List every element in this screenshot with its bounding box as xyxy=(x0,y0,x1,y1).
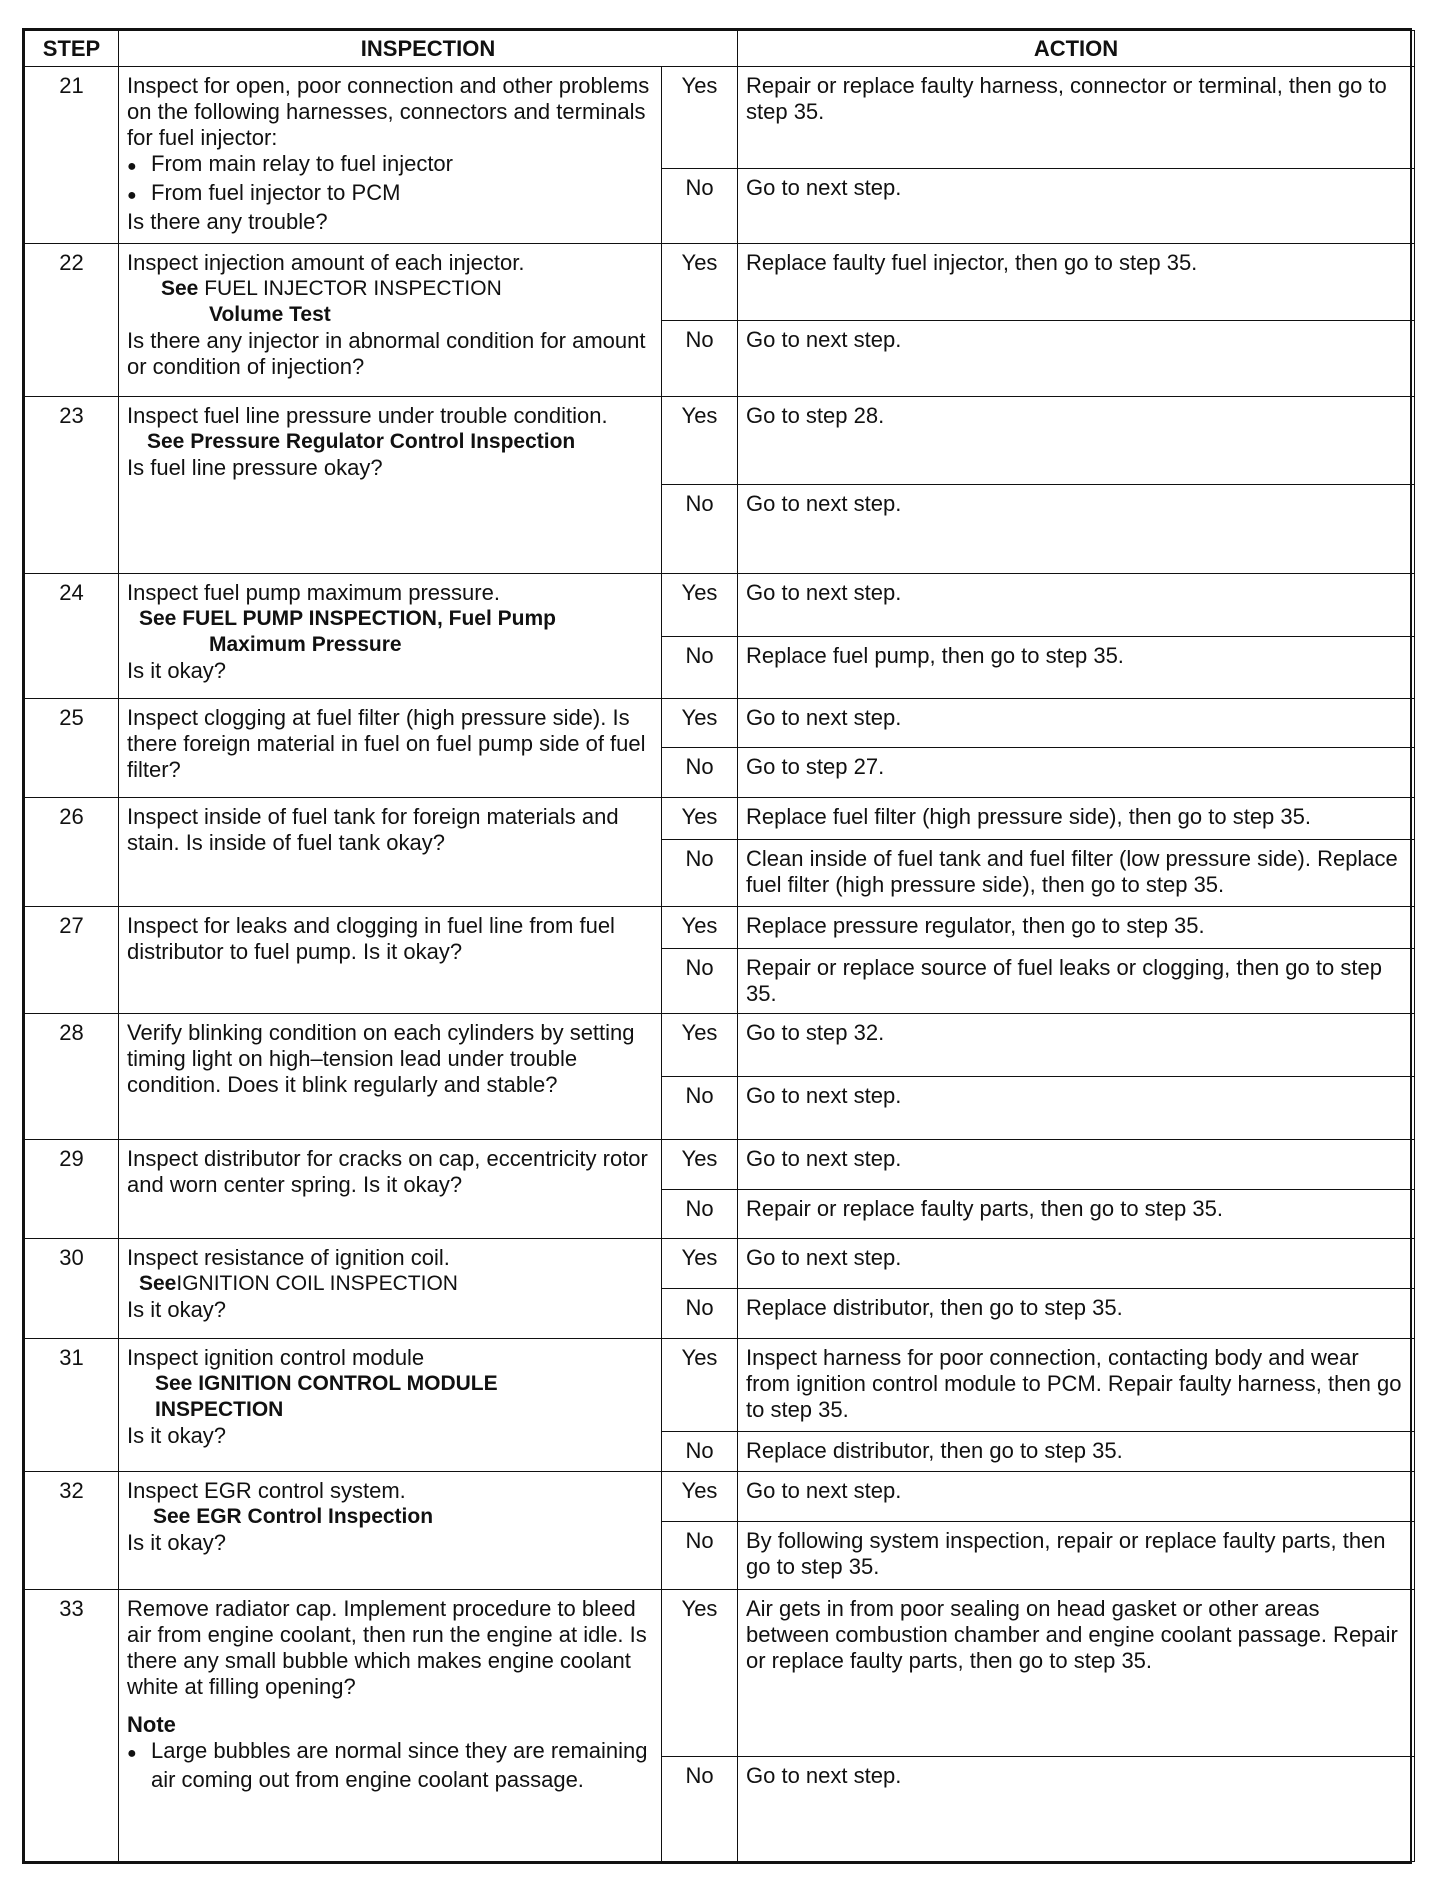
inspection-text: Inspect fuel line pressure under trouble condition. xyxy=(127,402,608,428)
no-action: Go to step 27. xyxy=(738,748,1415,798)
inspection-question: Is it okay? xyxy=(127,1297,227,1323)
yes-action: Inspect harness for poor connection, contacting body and wear from ignition control module to PCM. Repair faulty harness, then go to step 35. xyxy=(738,1338,1415,1431)
yes-label: Yes xyxy=(662,67,738,169)
step-number: 27 xyxy=(25,906,119,1013)
no-label: No xyxy=(662,320,738,396)
table-row xyxy=(25,798,1415,840)
no-label: No xyxy=(662,636,738,698)
inspection-cell xyxy=(119,574,662,699)
step-number: 24 xyxy=(25,574,119,699)
table-row xyxy=(25,906,1415,949)
reference xyxy=(127,276,653,302)
inspection-text: Inspect fuel pump maximum pressure. xyxy=(127,580,500,605)
bullet-item: ● From fuel injector to PCM xyxy=(127,180,653,209)
no-label: No xyxy=(662,949,738,1014)
inspection-cell xyxy=(119,1590,662,1862)
reference-subtitle: Maximum Pressure xyxy=(209,633,402,656)
yes-action: Go to step 28. xyxy=(738,396,1415,484)
reference-text: FUEL INJECTOR INSPECTION xyxy=(204,277,502,301)
no-action: Go to next step. xyxy=(738,1076,1415,1139)
no-label: No xyxy=(662,1522,738,1590)
inspection-question: Is there any injector in abnormal condition for amount or condition of injection? xyxy=(127,328,646,380)
note-bullet: ● Large bubbles are normal since they are remaining air coming out from engine coolant passage. xyxy=(127,1738,653,1793)
no-action: Repair or replace faulty parts, then go to step 35. xyxy=(738,1189,1415,1239)
yes-label: Yes xyxy=(662,798,738,840)
table-row xyxy=(25,396,1415,484)
reference: See EGR Control Inspection xyxy=(153,1505,434,1529)
reference-prefix: See xyxy=(161,277,205,301)
no-action: Go to next step. xyxy=(738,484,1415,573)
bullet-item: ● From main relay to fuel injector xyxy=(127,151,653,180)
table-row xyxy=(25,67,1415,169)
reference-subtitle: Volume Test xyxy=(209,303,331,327)
reference-prefix: See xyxy=(139,1272,177,1296)
inspection-text: Inspect ignition control module xyxy=(127,1344,425,1370)
reference: See IGNITION CONTROL MODULE INSPECTION xyxy=(155,1371,498,1421)
table-row xyxy=(25,1139,1415,1189)
no-action: Go to next step. xyxy=(738,1757,1415,1862)
inspection-question: Is it okay? xyxy=(127,1530,227,1556)
note-title: Note xyxy=(127,1712,176,1738)
no-label: No xyxy=(662,1189,738,1239)
yes-action: Replace faulty fuel injector, then go to step 35. xyxy=(738,244,1415,320)
table-row xyxy=(25,1239,1415,1289)
no-action: Go to next step. xyxy=(738,169,1415,244)
yes-label: Yes xyxy=(662,244,738,320)
yes-action: Replace pressure regulator, then go to step 35. xyxy=(738,906,1415,949)
table-row xyxy=(25,1014,1415,1077)
inspection-text: Inspect for leaks and clogging in fuel line from fuel distributor to fuel pump. Is it okay? xyxy=(119,906,662,1013)
yes-action: Replace fuel filter (high pressure side), then go to step 35. xyxy=(738,798,1415,840)
step-number: 21 xyxy=(25,67,119,244)
yes-label: Yes xyxy=(662,1239,738,1289)
inspection-cell xyxy=(119,244,662,396)
yes-label: Yes xyxy=(662,1139,738,1189)
inspection-cell xyxy=(119,67,662,244)
no-action: By following system inspection, repair or replace faulty parts, then go to step 35. xyxy=(738,1522,1415,1590)
yes-action: Go to next step. xyxy=(738,698,1415,748)
inspection-text: Inspect injection amount of each injector. xyxy=(127,250,525,276)
yes-label: Yes xyxy=(662,698,738,748)
table-row xyxy=(25,698,1415,748)
no-action: Go to next step. xyxy=(738,320,1415,396)
yes-action: Go to next step. xyxy=(738,1239,1415,1289)
inspection-cell xyxy=(119,1239,662,1338)
no-action: Replace fuel pump, then go to step 35. xyxy=(738,636,1415,698)
inspection-text: Inspect clogging at fuel filter (high pressure side). Is there foreign material in fuel on fuel pump side of fuel filter? xyxy=(119,698,662,797)
yes-label: Yes xyxy=(662,906,738,949)
yes-action: Air gets in from poor sealing on head gasket or other areas between combustion chamber and engine coolant passage. Repair or replace faulty parts, then go to step 35. xyxy=(738,1590,1415,1757)
inspection-text: Verify blinking condition on each cylinders by setting timing light on high–tension lead under trouble condition. Does it blink regularly and stable? xyxy=(119,1014,662,1140)
inspection-cell xyxy=(119,1472,662,1590)
reference: See Pressure Regulator Control Inspection xyxy=(147,429,576,453)
step-number: 29 xyxy=(25,1139,119,1238)
table-row xyxy=(25,244,1415,320)
reference xyxy=(127,1271,653,1297)
inspection-question: Is it okay? xyxy=(127,1422,227,1448)
reference: See FUEL PUMP INSPECTION, Fuel Pump xyxy=(139,607,556,630)
no-label: No xyxy=(662,1431,738,1472)
yes-action: Repair or replace faulty harness, connector or terminal, then go to step 35. xyxy=(738,67,1415,169)
yes-action: Go to step 32. xyxy=(738,1014,1415,1077)
yes-action: Go to next step. xyxy=(738,1472,1415,1522)
inspection-cell xyxy=(119,396,662,573)
no-action: Clean inside of fuel tank and fuel filter (low pressure side). Replace fuel filter (high pressure side), then go to step 35. xyxy=(738,839,1415,906)
yes-action: Go to next step. xyxy=(738,1139,1415,1189)
troubleshooting-table xyxy=(24,30,1415,1862)
no-label: No xyxy=(662,1757,738,1862)
header-action: ACTION xyxy=(738,31,1415,67)
step-number: 25 xyxy=(25,698,119,797)
no-action: Replace distributor, then go to step 35. xyxy=(738,1288,1415,1338)
inspection-text: Inspect distributor for cracks on cap, eccentricity rotor and worn center spring. Is it okay? xyxy=(119,1139,662,1238)
no-label: No xyxy=(662,1288,738,1338)
step-number: 28 xyxy=(25,1014,119,1140)
header-row xyxy=(25,31,1415,67)
inspection-cell xyxy=(119,1338,662,1472)
yes-label: Yes xyxy=(662,1014,738,1077)
troubleshooting-table-frame xyxy=(22,28,1412,1864)
inspection-text: Inspect resistance of ignition coil. xyxy=(127,1245,450,1271)
inspection-text: Inspect for open, poor connection and other problems on the following harnesses, connectors and terminals for fuel injector: xyxy=(127,73,650,150)
inspection-question: Is fuel line pressure okay? xyxy=(127,454,383,480)
step-number: 26 xyxy=(25,798,119,907)
yes-action: Go to next step. xyxy=(738,574,1415,637)
step-number: 22 xyxy=(25,244,119,396)
table-row xyxy=(25,574,1415,637)
yes-label: Yes xyxy=(662,1338,738,1431)
inspection-text: Remove radiator cap. Implement procedure to bleed air from engine coolant, then run the engine at idle. Is there any small bubble which makes engine coolant white at filling opening? xyxy=(127,1596,647,1700)
header-step: STEP xyxy=(25,31,119,67)
no-label: No xyxy=(662,484,738,573)
no-label: No xyxy=(662,748,738,798)
table-row xyxy=(25,1590,1415,1757)
inspection-question: Is there any trouble? xyxy=(127,209,328,234)
reference-text: IGNITION COIL INSPECTION xyxy=(176,1272,458,1296)
inspection-text: Inspect inside of fuel tank for foreign materials and stain. Is inside of fuel tank okay? xyxy=(119,798,662,907)
no-label: No xyxy=(662,1076,738,1139)
step-number: 23 xyxy=(25,396,119,573)
no-action: Repair or replace source of fuel leaks or clogging, then go to step 35. xyxy=(738,949,1415,1014)
header-inspection: INSPECTION xyxy=(119,31,738,67)
step-number: 32 xyxy=(25,1472,119,1590)
table-row xyxy=(25,1338,1415,1431)
step-number: 33 xyxy=(25,1590,119,1862)
yes-label: Yes xyxy=(662,396,738,484)
no-action: Replace distributor, then go to step 35. xyxy=(738,1431,1415,1472)
yes-label: Yes xyxy=(662,1590,738,1757)
table-row xyxy=(25,1472,1415,1522)
yes-label: Yes xyxy=(662,574,738,637)
step-number: 30 xyxy=(25,1239,119,1338)
inspection-text: Inspect EGR control system. xyxy=(127,1478,406,1504)
no-label: No xyxy=(662,169,738,244)
inspection-question: Is it okay? xyxy=(127,658,227,683)
no-label: No xyxy=(662,839,738,906)
yes-label: Yes xyxy=(662,1472,738,1522)
step-number: 31 xyxy=(25,1338,119,1472)
